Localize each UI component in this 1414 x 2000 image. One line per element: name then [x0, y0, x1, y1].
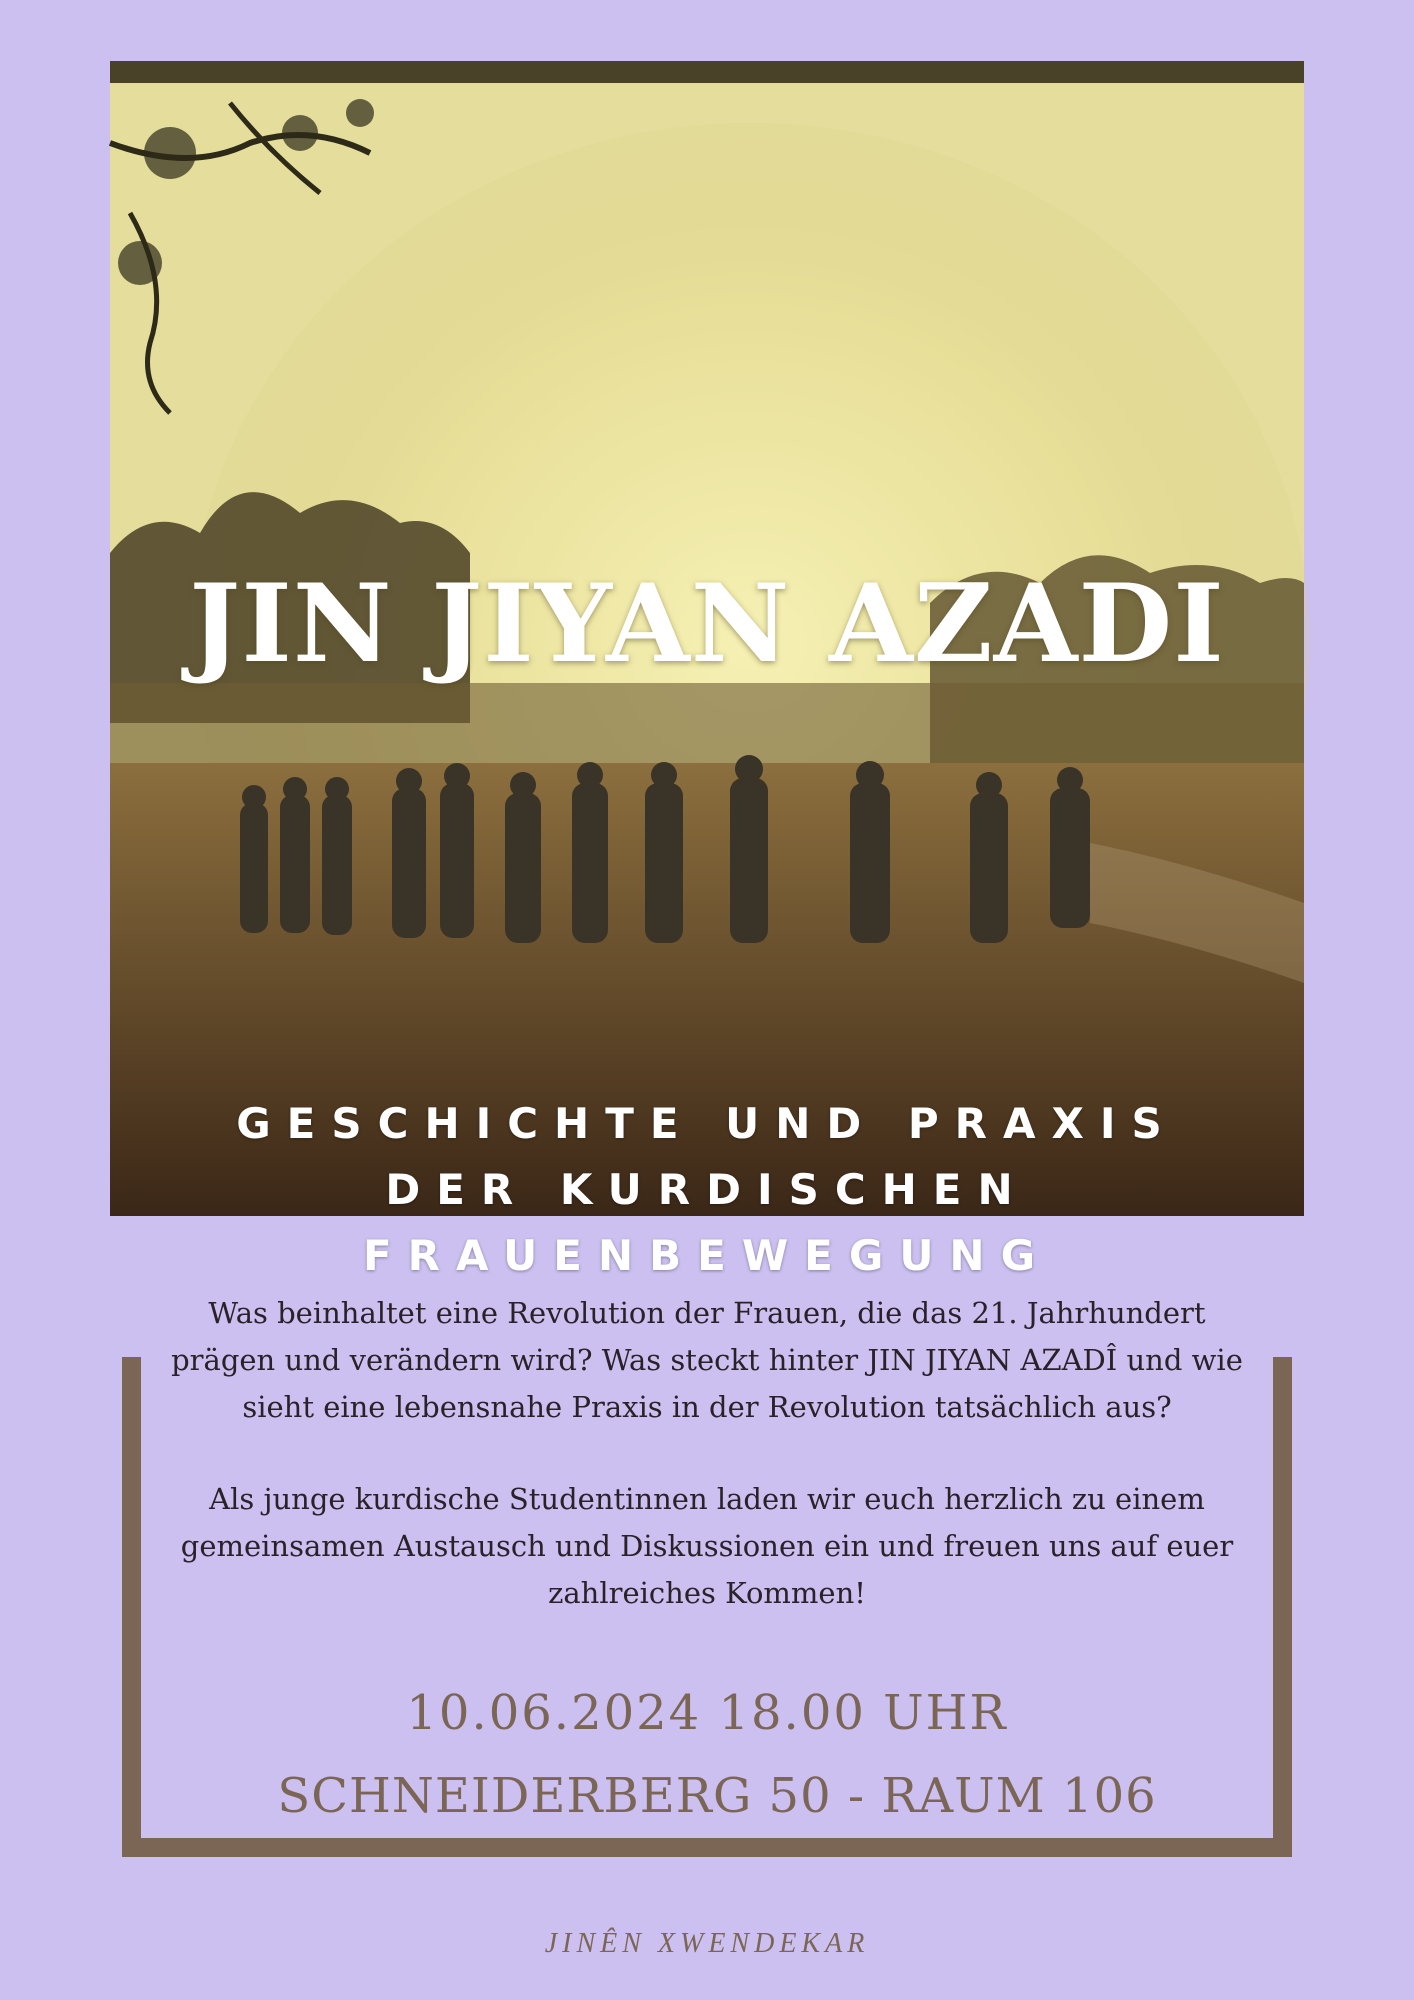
subtitle-line-1: GESCHICHTE UND PRAXIS: [236, 1099, 1178, 1148]
event-title: JIN JIYAN AZADI: [189, 561, 1225, 687]
intro-paragraph-1: Was beinhaltet eine Revolution der Frauen, die das 21. Jahrhundert prägen und verändern wird? Was steckt hinter JIN JIYAN AZADÎ und wie sieht eine lebensnahe Praxis in der Revolution tatsächlich aus?: [171, 1296, 1243, 1424]
intro-paragraph-2: Als junge kurdische Studentinnen laden wir euch herzlich zu einem gemeinsamen Austausch und Diskussionen ein und freuen uns auf euer zahlreiches Kommen!: [180, 1482, 1234, 1610]
event-date-time: 10.06.2024 18.00 UHR: [406, 1685, 1008, 1741]
subtitle-line-3: FRAUENBEWEGUNG: [362, 1231, 1052, 1280]
organizer-signature: JINÊN XWENDEKAR: [544, 1928, 870, 1959]
intro-text: [160, 1290, 1254, 1662]
event-location: SCHNEIDERBERG 50 - RAUM 106: [277, 1768, 1157, 1824]
photo-top-bar: [110, 61, 1304, 83]
subtitle-line-2: DER KURDISCHEN: [385, 1165, 1029, 1214]
hero-photo: [110, 61, 1304, 1280]
event-subtitle: [110, 1091, 1304, 1289]
